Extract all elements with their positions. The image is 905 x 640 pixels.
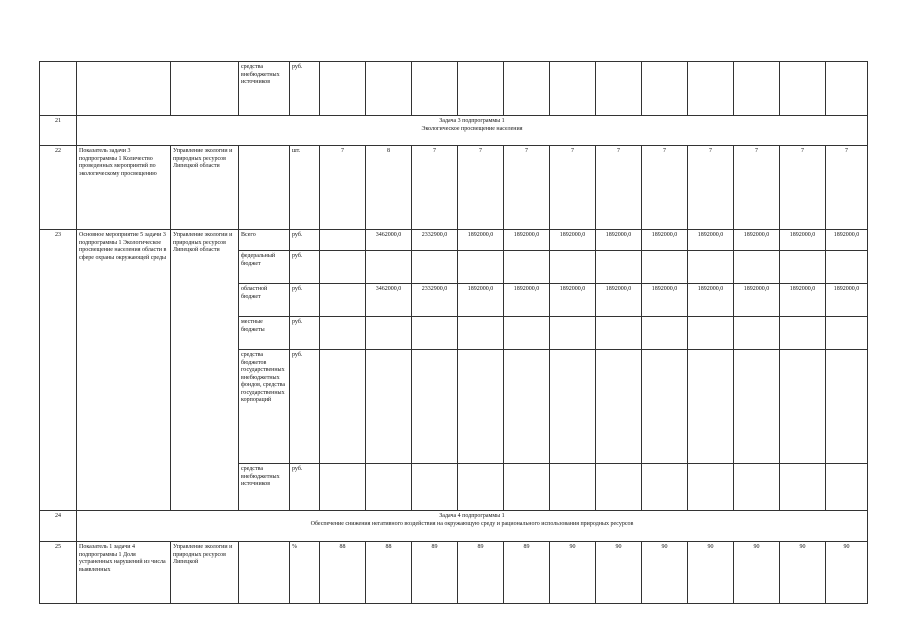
value-cell (458, 350, 504, 464)
value-cell (688, 464, 734, 511)
value-cell: 7 (504, 146, 550, 230)
value-cell (412, 62, 458, 116)
value-cell (780, 62, 826, 116)
value-cell: 1892000,0 (780, 284, 826, 317)
value-cell: 8 (366, 146, 412, 230)
value-cell (642, 464, 688, 511)
value-cell: 88 (320, 542, 366, 604)
value-cell: 1892000,0 (458, 284, 504, 317)
num-cell (40, 62, 77, 116)
value-cell: 88 (366, 542, 412, 604)
value-cell: 90 (550, 542, 596, 604)
source-cell: средства внебюджетных источников (239, 62, 290, 116)
unit-cell: шт. (290, 146, 320, 230)
table-row-21 (40, 116, 868, 146)
executor-cell: Управление экологии и природных ресурсов Липецкой области (171, 146, 239, 230)
value-cell (688, 62, 734, 116)
program-table (39, 61, 868, 604)
value-cell: 89 (504, 542, 550, 604)
value-cell: 90 (826, 542, 868, 604)
value-cell (320, 317, 366, 350)
value-cell (550, 464, 596, 511)
num-cell: 21 (40, 116, 77, 146)
value-cell: 1892000,0 (780, 230, 826, 251)
table-row-22 (40, 146, 868, 230)
source-cell: средства внебюджетных источников (239, 464, 290, 511)
value-cell (642, 62, 688, 116)
value-cell (596, 464, 642, 511)
value-cell (596, 62, 642, 116)
unit-cell: % (290, 542, 320, 604)
value-cell: 1892000,0 (642, 230, 688, 251)
value-cell (320, 62, 366, 116)
value-cell: 7 (642, 146, 688, 230)
value-cell (504, 464, 550, 511)
source-cell: областной бюджет (239, 284, 290, 317)
value-cell: 2332900,0 (412, 284, 458, 317)
value-cell (320, 464, 366, 511)
value-cell (320, 284, 366, 317)
value-cell (826, 350, 868, 464)
table-row-23-0 (40, 230, 868, 251)
value-cell: 90 (642, 542, 688, 604)
value-cell: 89 (458, 542, 504, 604)
name-cell: Показатель 1 задачи 4 подпрограммы 1 Доля устраненных нарушений из числа выявленных (77, 542, 171, 604)
task-heading-cell (77, 116, 868, 146)
unit-cell: руб. (290, 284, 320, 317)
value-cell (550, 317, 596, 350)
value-cell (366, 251, 412, 284)
value-cell (412, 464, 458, 511)
value-cell: 7 (550, 146, 596, 230)
source-cell: местные бюджеты (239, 317, 290, 350)
value-cell (366, 62, 412, 116)
task-subtitle: Обеспечение снижения негативного воздействия на окружающую среду и рационального использования природных ресурсов (310, 520, 634, 527)
value-cell: 7 (734, 146, 780, 230)
source-cell: федеральный бюджет (239, 251, 290, 284)
value-cell: 90 (596, 542, 642, 604)
num-cell: 22 (40, 146, 77, 230)
value-cell (642, 350, 688, 464)
task-subtitle: Экологическое просвещение населения (421, 125, 523, 132)
value-cell (320, 350, 366, 464)
executor-cell (171, 62, 239, 116)
value-cell (550, 251, 596, 284)
unit-cell: руб. (290, 230, 320, 251)
value-cell (366, 350, 412, 464)
value-cell: 1892000,0 (688, 230, 734, 251)
value-cell: 1892000,0 (642, 284, 688, 317)
unit-cell: руб. (290, 464, 320, 511)
name-cell: Показатель задачи 3 подпрограммы 1 Количество проведенных мероприятий по экологическому просвещению (77, 146, 171, 230)
value-cell: 1892000,0 (688, 284, 734, 317)
table-row-24 (40, 511, 868, 542)
value-cell (596, 317, 642, 350)
unit-cell: руб. (290, 62, 320, 116)
value-cell (780, 251, 826, 284)
value-cell (504, 317, 550, 350)
value-cell: 1892000,0 (550, 230, 596, 251)
value-cell (596, 251, 642, 284)
value-cell (412, 251, 458, 284)
value-cell (320, 230, 366, 251)
value-cell: 7 (320, 146, 366, 230)
value-cell: 1892000,0 (458, 230, 504, 251)
value-cell (780, 350, 826, 464)
value-cell (826, 62, 868, 116)
executor-cell: Управление экологии и природных ресурсов Липецкой области (171, 230, 239, 511)
value-cell: 1892000,0 (550, 284, 596, 317)
value-cell: 3462000,0 (366, 284, 412, 317)
value-cell: 1892000,0 (826, 284, 868, 317)
value-cell (688, 350, 734, 464)
value-cell (458, 62, 504, 116)
num-cell: 24 (40, 511, 77, 542)
value-cell (504, 350, 550, 464)
value-cell (550, 62, 596, 116)
value-cell: 7 (458, 146, 504, 230)
source-cell: Всего (239, 230, 290, 251)
value-cell (412, 350, 458, 464)
name-cell (77, 62, 171, 116)
value-cell: 1892000,0 (504, 284, 550, 317)
value-cell (826, 251, 868, 284)
value-cell: 2332900,0 (412, 230, 458, 251)
executor-cell: Управление экологии и природных ресурсов Липецкой (171, 542, 239, 604)
value-cell: 7 (412, 146, 458, 230)
value-cell (596, 350, 642, 464)
value-cell: 7 (596, 146, 642, 230)
value-cell (780, 317, 826, 350)
value-cell (688, 317, 734, 350)
value-cell (780, 464, 826, 511)
task-title: Задача 4 подпрограммы 1 (439, 513, 505, 519)
value-cell: 90 (688, 542, 734, 604)
value-cell (734, 464, 780, 511)
value-cell (734, 317, 780, 350)
value-cell: 1892000,0 (826, 230, 868, 251)
value-cell: 1892000,0 (596, 230, 642, 251)
value-cell (412, 317, 458, 350)
value-cell (366, 464, 412, 511)
value-cell: 90 (734, 542, 780, 604)
num-cell: 25 (40, 542, 77, 604)
value-cell: 3462000,0 (366, 230, 412, 251)
name-cell: Основное мероприятие 5 задачи 3 подпрограммы 1 Экологическое просвещение населения области в сфере охраны окружающей среды (77, 230, 171, 511)
table-row-25 (40, 542, 868, 604)
num-cell: 23 (40, 230, 77, 511)
value-cell (458, 251, 504, 284)
source-cell (239, 146, 290, 230)
value-cell: 7 (688, 146, 734, 230)
value-cell (642, 317, 688, 350)
value-cell: 1892000,0 (734, 230, 780, 251)
value-cell (320, 251, 366, 284)
value-cell: 89 (412, 542, 458, 604)
value-cell (458, 317, 504, 350)
value-cell: 1892000,0 (596, 284, 642, 317)
value-cell (642, 251, 688, 284)
value-cell: 90 (780, 542, 826, 604)
value-cell (734, 251, 780, 284)
value-cell (550, 350, 596, 464)
table-row-top (40, 62, 868, 116)
value-cell (688, 251, 734, 284)
source-cell: средства бюджетов государственных внебюджетных фондов, средства государственных корпораций (239, 350, 290, 464)
value-cell (734, 350, 780, 464)
value-cell (826, 317, 868, 350)
value-cell (366, 317, 412, 350)
value-cell (734, 62, 780, 116)
unit-cell: руб. (290, 317, 320, 350)
value-cell (504, 251, 550, 284)
unit-cell: руб. (290, 350, 320, 464)
task-title: Задача 3 подпрограммы 1 (439, 118, 505, 124)
value-cell (458, 464, 504, 511)
value-cell: 1892000,0 (734, 284, 780, 317)
unit-cell: руб. (290, 251, 320, 284)
value-cell: 7 (780, 146, 826, 230)
value-cell (826, 464, 868, 511)
source-cell (239, 542, 290, 604)
value-cell: 7 (826, 146, 868, 230)
value-cell: 1892000,0 (504, 230, 550, 251)
task-heading-cell (77, 511, 868, 542)
value-cell (504, 62, 550, 116)
